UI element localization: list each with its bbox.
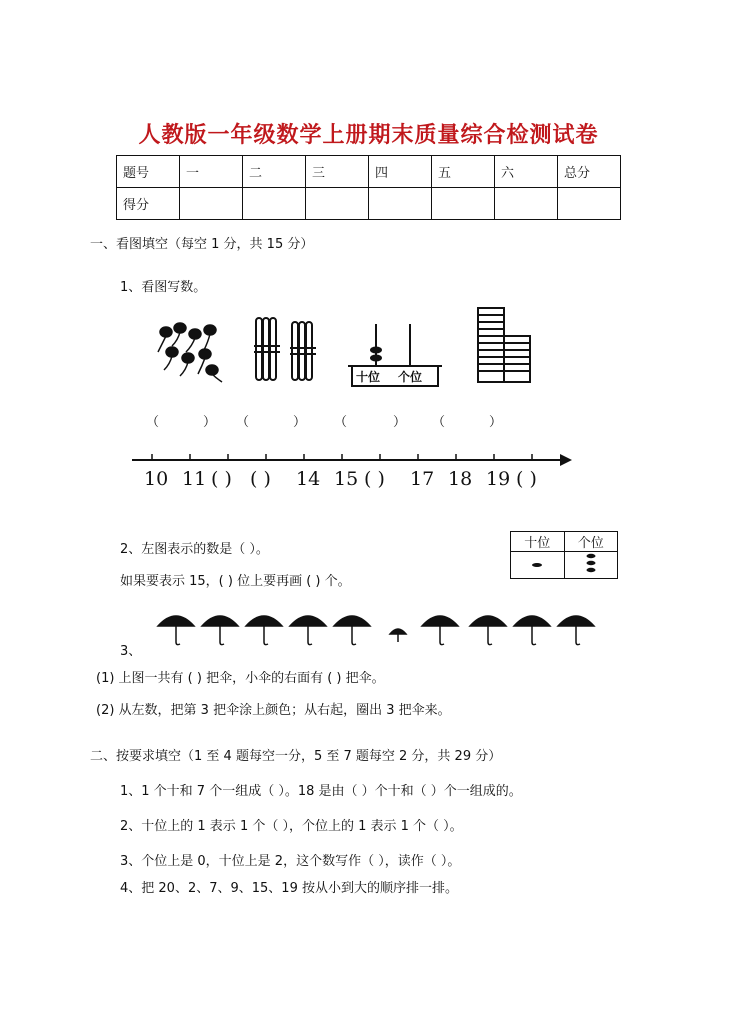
- number-line-label: 19: [486, 468, 511, 490]
- blank-open: （: [432, 415, 446, 430]
- place-value-ones-header: 个位: [564, 532, 618, 552]
- score-header-cell: 题号: [117, 156, 180, 188]
- q2-line2: 如果要表示 15，( ) 位上要再画 ( ) 个。: [120, 574, 351, 589]
- abacus-tens-label: 十位: [356, 370, 381, 384]
- place-value-tens-header: 十位: [511, 532, 565, 552]
- section2-q3: 3、个位上是 0，十位上是 2，这个数写作（ ），读作（ ）。: [120, 854, 461, 869]
- score-cell[interactable]: [369, 188, 432, 220]
- score-table-header-row: [117, 156, 621, 188]
- section2-q2: 2、十位上的 1 表示 1 个（ ），个位上的 1 表示 1 个（ ）。: [120, 819, 463, 834]
- score-header-cell: 二: [243, 156, 306, 188]
- page-title: 人教版一年级数学上册期末质量综合检测试卷: [138, 122, 599, 148]
- umbrella-icon: [334, 616, 370, 645]
- blank-close: ）: [293, 415, 307, 430]
- umbrella-icon: [158, 616, 194, 645]
- number-line-label: 11: [182, 468, 207, 490]
- score-header-cell: 四: [369, 156, 432, 188]
- umbrella-icon: [470, 616, 506, 645]
- score-cell[interactable]: [558, 188, 621, 220]
- number-line-blank: ( ): [250, 468, 271, 490]
- number-line: [132, 448, 574, 470]
- blank-open: （: [236, 415, 250, 430]
- umbrella-icon: [558, 616, 594, 645]
- number-line-label: 15: [334, 468, 359, 490]
- blocks-picture: [474, 306, 534, 384]
- umbrella-icon: [246, 616, 282, 645]
- blank-close: ）: [489, 415, 503, 430]
- umbrella-icon: [422, 616, 458, 645]
- score-table: [116, 155, 621, 220]
- score-cell[interactable]: [432, 188, 495, 220]
- q2-line1: 2、左图表示的数是（ ）。: [120, 542, 269, 557]
- section1-heading: 一、看图填空（每空 1 分，共 15 分）: [90, 237, 314, 252]
- blank-open: （: [146, 415, 160, 430]
- blank-open: （: [334, 415, 348, 430]
- q1-label: 1、看图写数。: [120, 280, 207, 295]
- abacus-ones-label: 个位: [398, 370, 423, 384]
- number-line-blank: ( ): [211, 468, 232, 490]
- place-value-table: [510, 531, 618, 579]
- q3-sub2: (2) 从左数，把第 3 把伞涂上颜色；从右起，圈出 3 把伞来。: [96, 703, 451, 718]
- score-cell[interactable]: [243, 188, 306, 220]
- number-line-label: 10: [144, 468, 169, 490]
- number-line-blank: ( ): [516, 468, 537, 490]
- q3-label: 3、: [120, 644, 142, 659]
- bead-mark: [530, 561, 544, 569]
- q3-sub1: (1) 上图一共有 ( ) 把伞，小伞的右面有 ( ) 把伞。: [96, 671, 385, 686]
- umbrella-icon: [202, 616, 238, 645]
- section2-q4: 4、把 20、2、7、9、15、19 按从小到大的顺序排一排。: [120, 881, 458, 896]
- score-header-cell: 三: [306, 156, 369, 188]
- place-value-ones-cell: [564, 552, 618, 579]
- bead-marks: [584, 552, 598, 574]
- number-line-label: 14: [296, 468, 321, 490]
- umbrella-icon: [290, 616, 326, 645]
- tadpoles-picture: [150, 322, 230, 384]
- section2-q1: 1、1 个十和 7 个一组成（ ）。18 是由（ ）个十和（ ）个一组成的。: [120, 784, 522, 799]
- stick-bundles-picture: [252, 316, 324, 384]
- small-umbrella-icon: [390, 629, 406, 642]
- score-header-cell: 总分: [558, 156, 621, 188]
- score-cell[interactable]: [180, 188, 243, 220]
- blank-close: ）: [203, 415, 217, 430]
- number-line-label: 17: [410, 468, 435, 490]
- score-header-cell: 一: [180, 156, 243, 188]
- blank-close: ）: [393, 415, 407, 430]
- score-table-score-row: [117, 188, 621, 220]
- number-line-blank: ( ): [364, 468, 385, 490]
- score-header-cell: 六: [495, 156, 558, 188]
- score-header-cell: 五: [432, 156, 495, 188]
- umbrellas-picture: [154, 608, 594, 652]
- section2-heading: 二、按要求填空（1 至 4 题每空一分，5 至 7 题每空 2 分，共 29 分）: [90, 749, 502, 764]
- place-value-tens-cell: [511, 552, 565, 579]
- score-cell[interactable]: [306, 188, 369, 220]
- score-cell[interactable]: [495, 188, 558, 220]
- score-row-label: 得分: [117, 188, 180, 220]
- umbrella-icon: [514, 616, 550, 645]
- number-line-label: 18: [448, 468, 473, 490]
